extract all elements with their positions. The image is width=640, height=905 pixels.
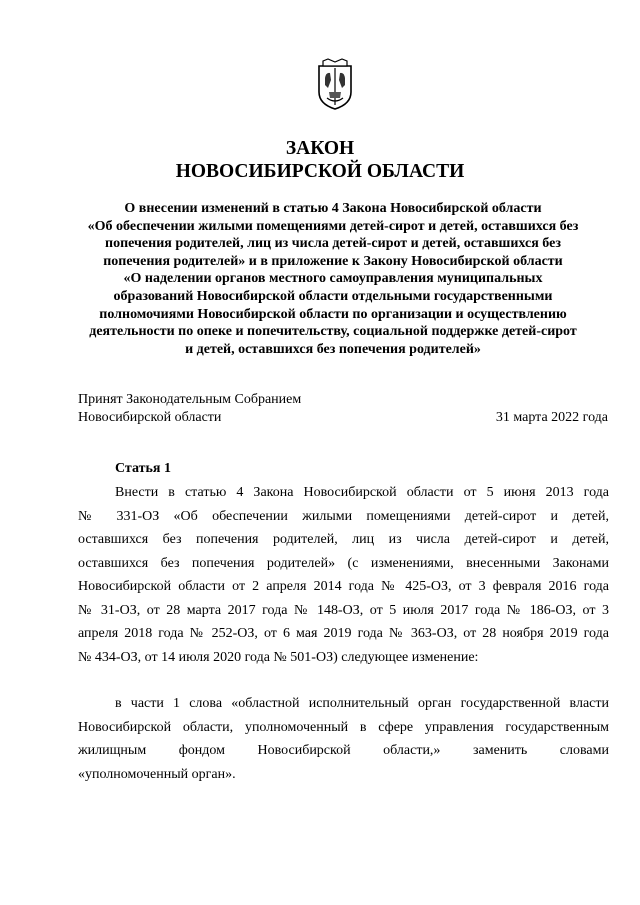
paragraph-line: № 31-ОЗ, от 28 марта 2017 года № 148-ОЗ, от 5 июля 2017 года № 186-ОЗ, от 3 (78, 602, 609, 618)
novosibirsk-coat-of-arms-icon (316, 58, 354, 110)
paragraph-line: № 434-ОЗ, от 14 июля 2020 года № 501-ОЗ) следующее изменение: (78, 649, 479, 665)
law-title: ЗАКОН (285, 138, 355, 159)
subtitle-line: попечения родителей, лиц из числа детей-сирот и детей, оставшихся без (105, 236, 561, 252)
adopted-by-region: Новосибирской области (78, 410, 222, 425)
subtitle-line: и детей, оставшихся без попечения родителей» (185, 341, 481, 357)
paragraph-line: в части 1 слова «областной исполнительный орган государственной власти (115, 696, 609, 711)
region-title: НОВОСИБИРСКОЙ ОБЛАСТИ (175, 161, 465, 182)
article-heading: Статья 1 (115, 461, 171, 476)
paragraph-line: Новосибирской области, уполномоченный в сфере управления государственным (78, 719, 609, 735)
paragraph-line: «уполномоченный орган». (78, 766, 236, 782)
adoption-date: 31 марта 2022 года (495, 410, 608, 425)
subtitle-line: деятельности по опеке и попечительству, социальной поддержке детей-сирот (89, 324, 577, 340)
paragraph-line: оставшихся без попечения родителей, лиц из числа детей-сирот и детей, (78, 532, 609, 547)
subtitle-line: «О наделении органов местного самоуправления муниципальных (123, 271, 543, 287)
subtitle-line: попечения родителей» и в приложение к Закону Новосибирской области (103, 253, 563, 269)
paragraph-line: оставшихся без попечения родителей» (с изменениями, внесенными Законами (78, 555, 609, 571)
article-paragraph-1 (78, 481, 609, 669)
subtitle-line: полномочиями Новосибирской области по организации и осуществлению (99, 306, 567, 322)
paragraph-line: апреля 2018 года № 252-ОЗ, от 6 мая 2019 года № 363-ОЗ, от 28 ноября 2019 года (78, 626, 609, 641)
adoption-block (78, 391, 608, 427)
subtitle-line: образований Новосибирской области отдельными государственными (113, 288, 553, 304)
article-paragraph-2 (78, 692, 609, 786)
paragraph-line: Новосибирской области от 2 апреля 2014 года № 425-ОЗ, от 3 февраля 2016 года (78, 579, 609, 594)
paragraph-line: Внести в статью 4 Закона Новосибирской области от 5 июня 2013 года (115, 485, 609, 500)
paragraph-line: жилищным фондом Новосибирской области,» заменить словами (78, 743, 609, 758)
subtitle-line: «Об обеспечении жилыми помещениями детей-сирот и детей, оставшихся без (87, 218, 579, 234)
law-subject-heading (68, 200, 598, 358)
adopted-by-line: Принят Законодательным Собранием (78, 392, 302, 407)
paragraph-line: № 331-ОЗ «Об обеспечении жилыми помещениями детей-сирот и детей, (78, 508, 609, 524)
subtitle-line: О внесении изменений в статью 4 Закона Новосибирской области (124, 201, 542, 216)
